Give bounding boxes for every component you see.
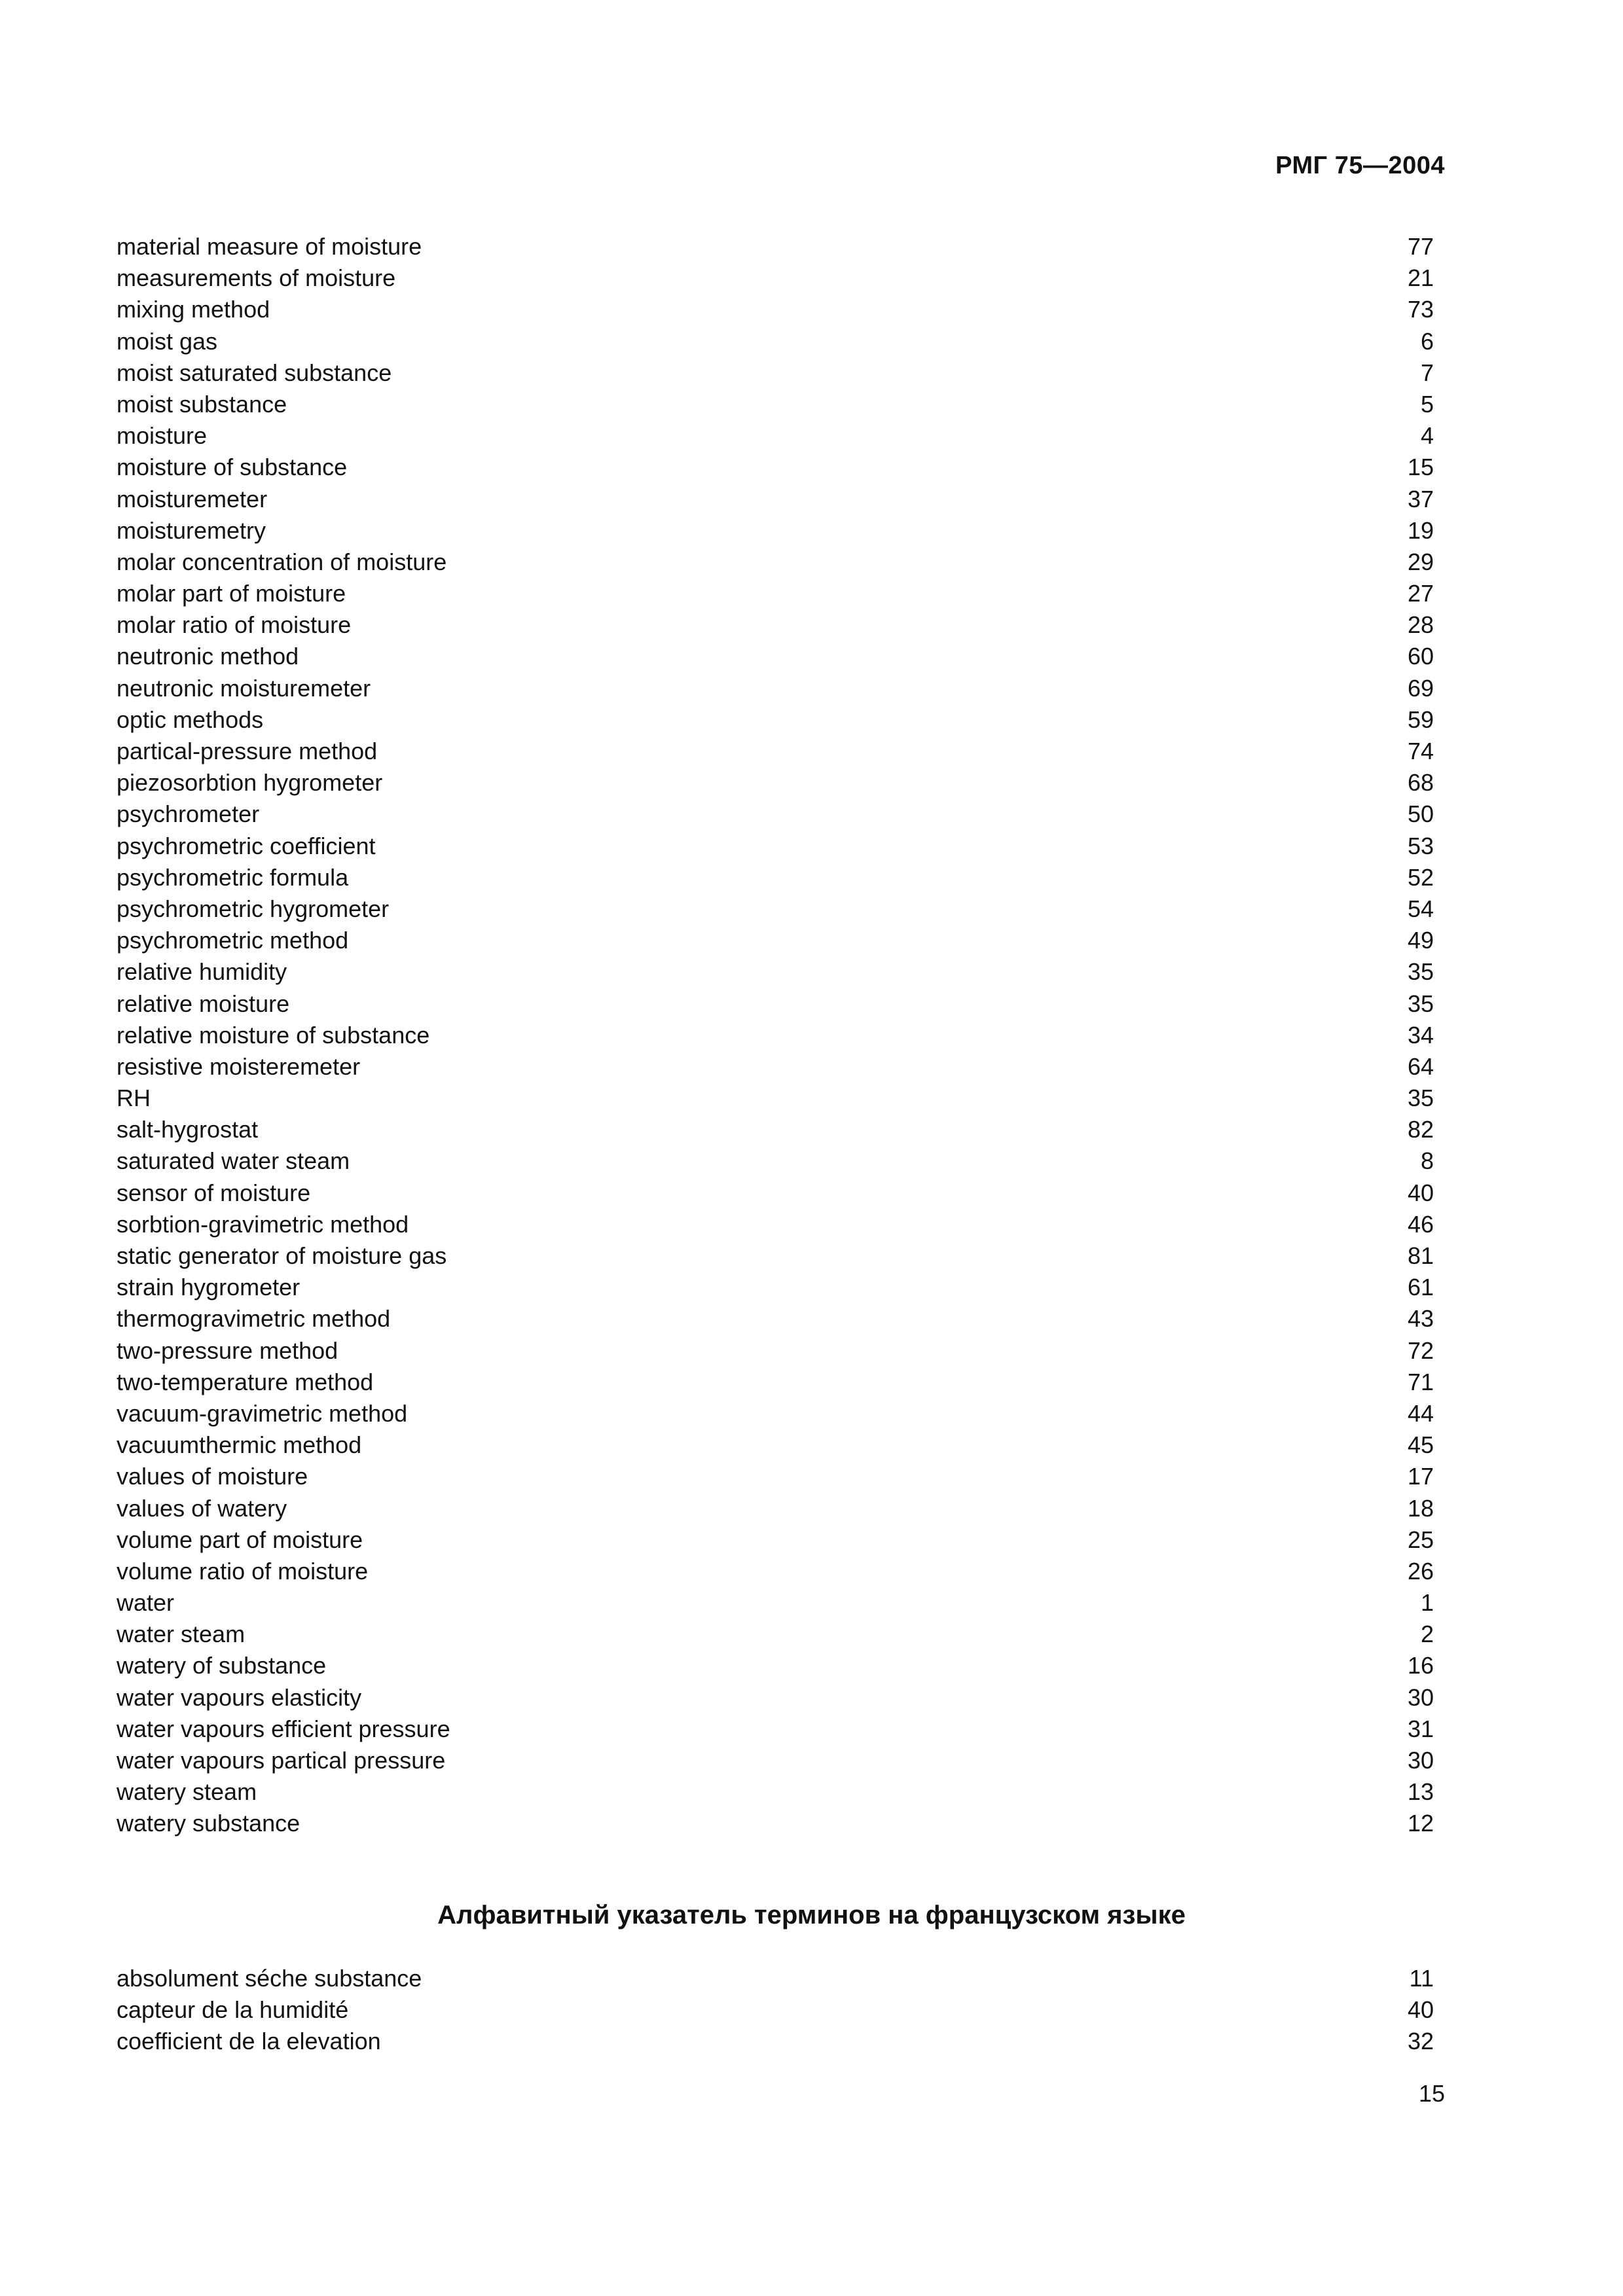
index-term: molar part of moisture xyxy=(117,580,346,607)
index-term-number: 73 xyxy=(1407,296,1434,323)
index-entry xyxy=(117,988,1434,1020)
index-term: static generator of moisture gas xyxy=(117,1242,447,1269)
index-term: material measure of moisture xyxy=(117,233,422,260)
index-term: moist substance xyxy=(117,390,287,418)
index-term: vacuumthermic method xyxy=(117,1431,362,1459)
index-term-number: 82 xyxy=(1407,1116,1434,1143)
index-term-number: 64 xyxy=(1407,1052,1434,1080)
index-entry xyxy=(117,1493,1434,1524)
index-term-number: 46 xyxy=(1407,1210,1434,1238)
index-entry xyxy=(117,893,1434,925)
index-entry xyxy=(117,1776,1434,1808)
index-term-number: 49 xyxy=(1407,927,1434,954)
index-term-number: 12 xyxy=(1407,1810,1434,1837)
index-term-number: 6 xyxy=(1420,327,1434,355)
index-term: salt-hygrostat xyxy=(117,1116,259,1143)
index-term: two-temperature method xyxy=(117,1368,374,1395)
index-term: watery substance xyxy=(117,1810,301,1837)
index-term: sensor of moisture xyxy=(117,1179,311,1206)
index-term: molar ratio of moisture xyxy=(117,611,352,639)
index-term-number: 21 xyxy=(1407,264,1434,292)
index-term: strain hygrometer xyxy=(117,1274,301,1301)
index-term: absolument séche substance xyxy=(117,1965,422,1992)
index-entry xyxy=(117,484,1434,515)
index-term-number: 32 xyxy=(1407,2028,1434,2055)
index-term-number: 77 xyxy=(1407,233,1434,260)
index-term-number: 25 xyxy=(1407,1526,1434,1553)
index-term: sorbtion-gravimetric method xyxy=(117,1210,409,1238)
index-term: mixing method xyxy=(117,296,270,323)
index-entry xyxy=(117,1145,1434,1177)
index-term: watery steam xyxy=(117,1778,257,1806)
index-term-number: 2 xyxy=(1420,1621,1434,1648)
index-term-number: 60 xyxy=(1407,643,1434,670)
document-code-header: РМГ 75—2004 xyxy=(1275,152,1445,179)
index-term: molar concentration of moisture xyxy=(117,548,447,575)
index-entry xyxy=(117,452,1434,483)
index-term-number: 43 xyxy=(1407,1305,1434,1333)
index-term: psychrometer xyxy=(117,800,260,828)
index-entry xyxy=(117,294,1434,325)
index-term-number: 1 xyxy=(1420,1589,1434,1617)
index-entry xyxy=(117,736,1434,767)
index-entry xyxy=(117,1272,1434,1303)
index-term-number: 26 xyxy=(1407,1557,1434,1585)
index-term-number: 29 xyxy=(1407,548,1434,575)
index-term-number: 61 xyxy=(1407,1274,1434,1301)
index-entry xyxy=(117,357,1434,389)
index-entry xyxy=(117,831,1434,862)
index-term: moist saturated substance xyxy=(117,359,392,386)
index-term: neutronic method xyxy=(117,643,299,670)
index-term: volume ratio of moisture xyxy=(117,1557,369,1585)
index-term-number: 7 xyxy=(1420,359,1434,386)
index-entry xyxy=(117,1177,1434,1209)
index-term-number: 11 xyxy=(1409,1965,1434,1992)
index-term: moisture of substance xyxy=(117,454,348,481)
index-term: psychrometric coefficient xyxy=(117,832,376,859)
index-entry xyxy=(117,1335,1434,1367)
french-index-title: Алфавитный указатель терминов на французском языке xyxy=(437,1901,1186,1929)
index-term-number: 27 xyxy=(1407,580,1434,607)
index-entry xyxy=(117,1556,1434,1587)
index-entry xyxy=(117,1745,1434,1776)
index-entry xyxy=(117,1963,1434,1994)
index-entry xyxy=(117,609,1434,641)
index-term-number: 19 xyxy=(1407,516,1434,544)
index-term-number: 4 xyxy=(1420,422,1434,450)
index-entry xyxy=(117,956,1434,988)
index-term-number: 71 xyxy=(1407,1368,1434,1395)
index-term-number: 18 xyxy=(1407,1494,1434,1522)
index-term: two-pressure method xyxy=(117,1336,338,1364)
index-entry xyxy=(117,673,1434,704)
index-term-number: 15 xyxy=(1407,454,1434,481)
index-entry xyxy=(117,767,1434,798)
index-entry xyxy=(117,1303,1434,1335)
index-entry xyxy=(117,641,1434,672)
index-term-number: 31 xyxy=(1407,1715,1434,1742)
index-term: water vapours elasticity xyxy=(117,1683,362,1711)
index-entry xyxy=(117,1524,1434,1556)
index-entry xyxy=(117,578,1434,609)
index-term-number: 8 xyxy=(1420,1147,1434,1175)
index-term: values of watery xyxy=(117,1494,287,1522)
index-entry xyxy=(117,420,1434,452)
index-term: capteur de la humidité xyxy=(117,1996,349,2024)
index-entry xyxy=(117,1994,1434,2026)
index-term: coefficient de la elevation xyxy=(117,2028,381,2055)
index-term: relative moisture of substance xyxy=(117,1021,430,1049)
index-term: partical-pressure method xyxy=(117,738,378,764)
index-term-number: 35 xyxy=(1407,990,1434,1017)
index-term-number: 40 xyxy=(1407,1179,1434,1206)
index-term-number: 53 xyxy=(1407,832,1434,859)
index-term-number: 17 xyxy=(1407,1463,1434,1490)
index-entry xyxy=(117,1209,1434,1240)
index-entry xyxy=(117,231,1434,262)
english-term-index xyxy=(117,231,1434,1840)
index-entry xyxy=(117,1808,1434,1839)
index-entry xyxy=(117,547,1434,578)
index-term: psychrometric hygrometer xyxy=(117,895,390,922)
index-term: moist gas xyxy=(117,327,218,355)
index-term: water vapours efficient pressure xyxy=(117,1715,450,1742)
index-term: volume part of moisture xyxy=(117,1526,363,1553)
index-entry xyxy=(117,1682,1434,1713)
index-term: moisturemeter xyxy=(117,485,268,512)
index-entry xyxy=(117,1429,1434,1461)
index-term-number: 54 xyxy=(1407,895,1434,922)
index-term: psychrometric formula xyxy=(117,863,349,891)
index-term-number: 30 xyxy=(1407,1747,1434,1774)
index-term-number: 45 xyxy=(1407,1431,1434,1459)
index-term-number: 59 xyxy=(1407,706,1434,733)
index-term: water xyxy=(117,1589,175,1617)
index-entry xyxy=(117,326,1434,357)
index-entry xyxy=(117,389,1434,420)
index-entry xyxy=(117,1083,1434,1114)
french-term-index xyxy=(117,1963,1434,2058)
index-entry xyxy=(117,1398,1434,1429)
index-term: measurements of moisture xyxy=(117,264,396,292)
index-term: relative humidity xyxy=(117,958,287,986)
index-term: moisturemetry xyxy=(117,516,266,544)
index-term: psychrometric method xyxy=(117,927,349,954)
index-entry xyxy=(117,862,1434,893)
index-term-number: 52 xyxy=(1407,863,1434,891)
index-entry xyxy=(117,925,1434,956)
index-term: moisture xyxy=(117,422,208,450)
index-entry xyxy=(117,1051,1434,1083)
index-term: saturated water steam xyxy=(117,1147,350,1175)
index-term: resistive moisteremeter xyxy=(117,1052,361,1080)
index-term: piezosorbtion hygrometer xyxy=(117,769,383,797)
index-entry xyxy=(117,1240,1434,1272)
index-term-number: 5 xyxy=(1420,390,1434,418)
index-term-number: 37 xyxy=(1407,485,1434,512)
index-term-number: 16 xyxy=(1407,1652,1434,1679)
index-term-number: 35 xyxy=(1407,1085,1434,1112)
index-term: optic methods xyxy=(117,706,264,733)
index-term-number: 13 xyxy=(1407,1778,1434,1806)
index-term-number: 81 xyxy=(1407,1242,1434,1269)
index-entry xyxy=(117,1461,1434,1492)
index-term: watery of substance xyxy=(117,1652,327,1679)
index-entry xyxy=(117,262,1434,294)
index-term-number: 74 xyxy=(1407,738,1434,764)
index-term-number: 28 xyxy=(1407,611,1434,639)
index-entry xyxy=(117,1587,1434,1619)
index-term: thermogravimetric method xyxy=(117,1305,391,1333)
index-entry xyxy=(117,2026,1434,2057)
index-term: water steam xyxy=(117,1621,246,1648)
index-term: water vapours partical pressure xyxy=(117,1747,446,1774)
index-term-number: 68 xyxy=(1407,769,1434,797)
index-term: vacuum-gravimetric method xyxy=(117,1399,408,1427)
index-term: relative moisture xyxy=(117,990,290,1017)
index-term-number: 44 xyxy=(1407,1399,1434,1427)
index-entry xyxy=(117,515,1434,547)
index-entry xyxy=(117,1650,1434,1681)
index-term: neutronic moisturemeter xyxy=(117,674,371,702)
index-term-number: 50 xyxy=(1407,800,1434,828)
index-term-number: 72 xyxy=(1407,1336,1434,1364)
index-entry xyxy=(117,1114,1434,1145)
index-term: RH xyxy=(117,1085,151,1112)
index-entry xyxy=(117,798,1434,830)
index-term: values of moisture xyxy=(117,1463,308,1490)
index-term-number: 69 xyxy=(1407,674,1434,702)
index-entry xyxy=(117,1020,1434,1051)
index-term-number: 40 xyxy=(1407,1996,1434,2024)
index-term-number: 35 xyxy=(1407,958,1434,986)
page-number: 15 xyxy=(1418,2080,1445,2107)
index-term-number: 34 xyxy=(1407,1021,1434,1049)
index-entry xyxy=(117,1367,1434,1398)
index-entry xyxy=(117,1619,1434,1650)
index-entry xyxy=(117,704,1434,736)
index-term-number: 30 xyxy=(1407,1683,1434,1711)
index-entry xyxy=(117,1713,1434,1745)
